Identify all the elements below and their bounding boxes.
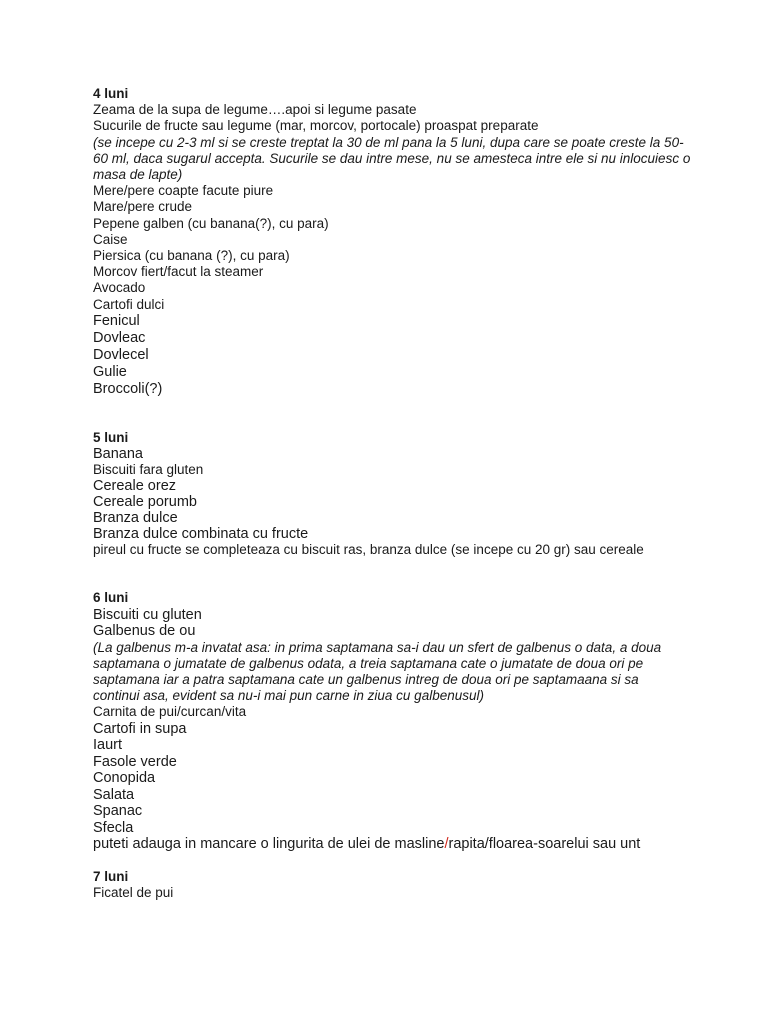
food-item: Sucurile de fructe sau legume (mar, morcov, portocale) proaspat preparate	[93, 118, 539, 134]
food-item: Fenicul	[93, 312, 140, 329]
section-heading: 6 luni	[93, 590, 129, 606]
section-4-luni	[93, 86, 693, 398]
section-heading: 4 luni	[93, 86, 129, 101]
oil-note	[93, 836, 673, 853]
food-item: Salata	[93, 786, 135, 803]
section-heading: 5 luni	[93, 429, 129, 445]
section-6-luni	[93, 590, 693, 852]
food-item: Fasole verde	[93, 753, 177, 770]
food-item: Avocado	[93, 280, 146, 296]
food-item: Mere/pere coapte facute piure	[93, 183, 274, 199]
food-item: Banana	[93, 446, 143, 463]
food-item: Cartofi in supa	[93, 720, 187, 737]
food-item: Biscuiti fara gluten	[93, 462, 204, 478]
food-item: Dovleac	[93, 329, 146, 346]
food-item: Cartofi dulci	[93, 296, 165, 312]
oil-note-start: puteti adauga in mancare o lingurita de ulei de masline	[93, 836, 445, 853]
food-item: Gulie	[93, 363, 127, 380]
food-item: Carnita de pui/curcan/vita	[93, 704, 247, 720]
section-heading: 7 luni	[93, 868, 129, 884]
oil-note-end: rapita/floarea-soarelui sau unt	[448, 836, 641, 853]
food-item: Iaurt	[93, 737, 123, 754]
food-item: Galbenus de ou	[93, 623, 196, 640]
food-item: Spanac	[93, 803, 143, 820]
food-item: Caise	[93, 231, 128, 247]
food-item: Branza dulce combinata cu fructe	[93, 526, 309, 543]
food-item: Sfecla	[93, 819, 134, 836]
food-item: Morcov fiert/facut la steamer	[93, 264, 264, 280]
food-item: Broccoli(?)	[93, 380, 163, 397]
food-item: Conopida	[93, 770, 156, 787]
food-item: Branza dulce	[93, 510, 178, 527]
yolk-note: (La galbenus m-a invatat asa: in prima saptamana sa-i dau un sfert de galbenus o data, a doua saptamana o jumatate de galbenus odata, a treia saptamana cate o jumatate de doua ori pe saptamana iar a patra saptamana cate un galbenus intreg de doua ori pe saptamaana si sa continui asa, evident sa nu-i mai pun carne in ziua cu galbenusul)	[93, 639, 662, 704]
food-item: Mare/pere crude	[93, 199, 193, 215]
food-item: Cereale orez	[93, 478, 177, 495]
oil-note-slash: /	[444, 836, 449, 853]
food-item: Cereale porumb	[93, 494, 197, 511]
food-item: Zeama de la supa de legume….apoi si legume pasate	[93, 102, 417, 118]
food-item: Ficatel de pui	[93, 884, 174, 900]
food-item: Biscuiti cu gluten	[93, 606, 202, 623]
food-item: Pepene galben (cu banana(?), cu para)	[93, 215, 329, 231]
food-item: Piersica (cu banana (?), cu para)	[93, 248, 290, 264]
juice-note: (se incepe cu 2-3 ml si se creste treptat la 30 de ml pana la 5 luni, dupa care se poate creste la 50-60 ml, daca sugarul accepta. Sucurile se dau intre mese, nu se amesteca intre ele si nu inlocuiesc o masa de lapte)	[93, 134, 691, 183]
section-5-luni	[93, 430, 693, 559]
food-item: Dovlecel	[93, 346, 149, 363]
section-7-luni	[93, 869, 693, 901]
document-body	[93, 86, 693, 901]
puree-note: pireul cu fructe se completeaza cu biscuit ras, branza dulce (se incepe cu 20 gr) sau cereale	[93, 542, 644, 558]
